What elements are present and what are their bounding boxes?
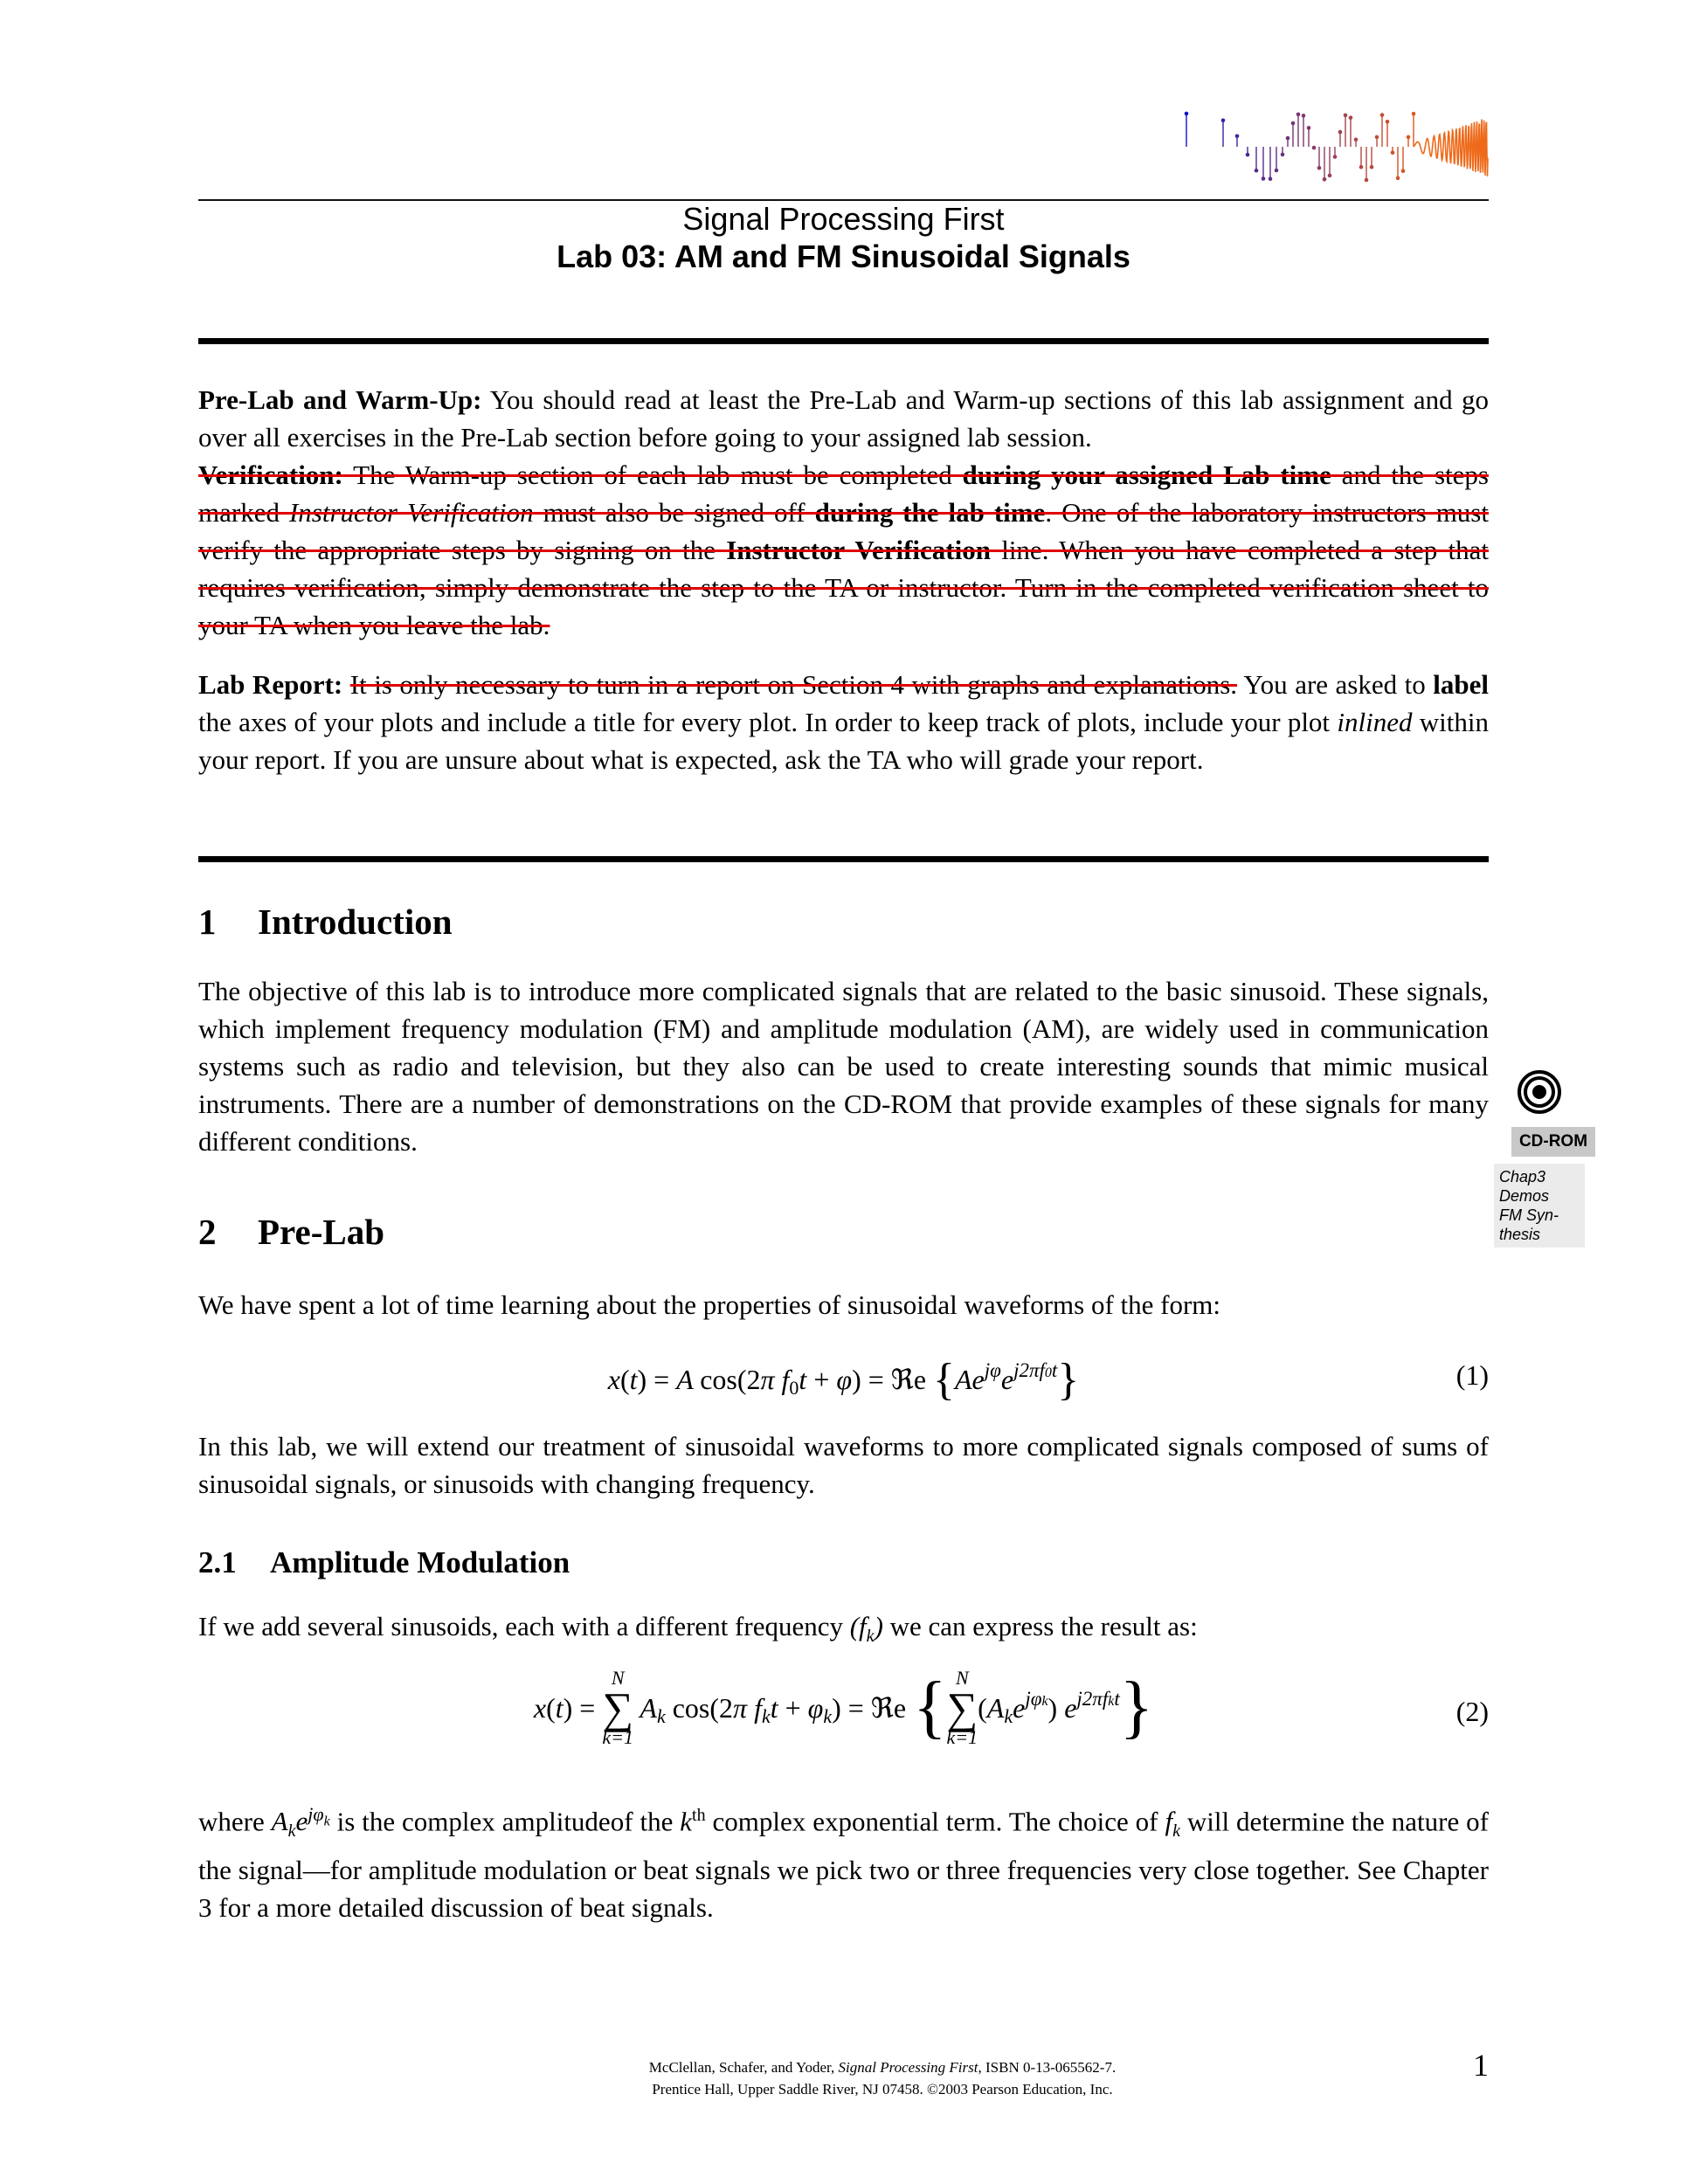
complex-amplitude-paragraph: where $A_ke^{j\varphi_k}$ is the complex amplitudeof the $k^{th}$ complex exponential term. The choice of $f_k$ will determine the nature of the signal—for amplitude modulation or beat signals we pick two or three frequencies very close together. See Chapter 3 for a more detailed discussion of beat signals.	[198, 1803, 1489, 1923]
subsection-title: Amplitude Modulation	[270, 1545, 570, 1579]
footer-publisher: Prentice Hall, Upper Saddle River, NJ 07458. ©2003 Pearson Education, Inc.	[652, 2081, 1113, 2098]
section-number: 1	[198, 902, 217, 942]
lab-report-label: Lab Report:	[198, 669, 343, 700]
verification-text: must also be signed off	[533, 497, 815, 528]
text: If we add several sinusoids, each with a different frequency	[198, 1611, 850, 1641]
section-title: Pre-Lab	[258, 1212, 385, 1252]
verification-bold: Instructor Verification	[726, 535, 991, 565]
section-number: 2	[198, 1212, 217, 1252]
text: will determine the nature of the signal—for amplitude modulation or beat signals we pick two or three frequencies very close together. See Chapter 3 for a more detailed discussion of beat signals.	[198, 1806, 1489, 1923]
lab-report-note	[198, 666, 1489, 778]
section-heading-introduction	[198, 900, 453, 943]
equation-1-number: (1)	[1455, 1359, 1489, 1391]
title-rule	[198, 338, 1489, 344]
verification-text: . One of the laboratory instructors must verify the appropriate steps by signing on the	[198, 497, 1489, 565]
prelab-text: You should read at least the Pre-Lab and Warm-up sections of this lab assignment and go over all exercises in the Pre-Lab section before going to your assigned lab session.	[198, 384, 1489, 453]
footer-authors: McClellan, Schafer, and Yoder,	[648, 2059, 839, 2076]
subsection-number: 2.1	[198, 1545, 237, 1579]
sum-intro-paragraph: If we add several sinusoids, each with a different frequency $(f_k)$ we can express the result as:	[198, 1611, 1198, 1647]
footer-citation	[577, 2057, 1188, 2078]
book-title: Signal Processing First	[682, 201, 1005, 237]
note-line: Demos	[1499, 1187, 1550, 1205]
cd-rom-label: CD-ROM	[1511, 1127, 1595, 1157]
section-title: Introduction	[258, 902, 453, 942]
footer-book-title: Signal Processing First	[838, 2059, 978, 2076]
equation-2-number: (2)	[1455, 1696, 1489, 1727]
lab-report-text: within your report. If you are unsure about what is expected, ask the TA who will grade your report.	[198, 707, 1489, 775]
verification-bold: during the lab time	[814, 497, 1046, 528]
lab-report-text: You are asked to	[1237, 669, 1434, 700]
prelab-label: Pre-Lab and Warm-Up:	[198, 384, 482, 415]
equation-1	[198, 1345, 1489, 1406]
verification-text: and the steps marked	[198, 460, 1489, 528]
cd-rom-demo-note	[1494, 1164, 1585, 1248]
sum-lower-limit: k=1	[602, 1725, 633, 1748]
verification-note	[198, 456, 1489, 644]
extend-paragraph: In this lab, we will extend our treatment of sinusoidal waveforms to more complicated signals composed of sums of sinusoidal signals, or sinusoids with changing frequency.	[198, 1431, 1489, 1499]
note-line: FM Syn-	[1499, 1206, 1559, 1224]
lab-report-struck-text: It is only necessary to turn in a report on Section 4 with graphs and explanations.	[349, 669, 1238, 700]
sum-upper-limit: N	[611, 1666, 625, 1689]
lab-title: Lab 03: AM and FM Sinusoidal Signals	[557, 238, 1130, 274]
section-rule	[198, 856, 1489, 862]
note-line: thesis	[1499, 1226, 1541, 1243]
text: is the complex amplitudeof the	[329, 1806, 681, 1837]
cd-disc-icon	[1518, 1070, 1561, 1114]
verification-label: Verification:	[198, 460, 343, 490]
footer-isbn: , ISBN 0-13-065562-7.	[978, 2059, 1117, 2076]
note-line: Chap3	[1499, 1168, 1546, 1185]
prelab-paragraph: We have spent a lot of time learning about the properties of sinusoidal waveforms of the form:	[198, 1289, 1221, 1320]
equation-2	[198, 1664, 1489, 1760]
verification-text: The Warm-up section of each lab must be completed	[342, 460, 963, 490]
text: we can express the result as:	[882, 1611, 1198, 1641]
text: complex exponential term. The choice of	[705, 1806, 1165, 1837]
lab-report-text: the axes of your plots and include a title for every plot. In order to keep track of plots, include your plot	[198, 707, 1338, 737]
verification-text: line. When you have completed a step that requires verification, simply demonstrate the step to the TA or instructor. Turn in the completed verification sheet to your TA when you leave the lab.	[198, 535, 1489, 640]
verification-italic: Instructor Verification	[288, 497, 534, 528]
introduction-paragraph: The objective of this lab is to introduce more complicated signals that are related to the basic sinusoid. These signals, which implement frequency modulation (FM) and amplitude modulation (AM), are widely used in communication systems such as radio and television, but they also can be used to create interesting sounds that mimic musical instruments. There are a number of demonstrations on the CD-ROM that provide examples of these signals for many different conditions.	[198, 976, 1489, 1157]
page-number: 1	[1473, 2048, 1489, 2083]
prelab-note	[198, 381, 1489, 456]
verification-bold: during your assigned Lab time	[962, 460, 1331, 490]
section-heading-prelab	[198, 1210, 384, 1254]
subsection-heading-am	[198, 1544, 570, 1582]
equation-1-body: x(t) = A cos(2π f0t + φ) = ℜe $\{Ae^{j\varphi}e^{j2\pi f0t}\}$	[607, 1355, 1080, 1405]
equation-2-body: x(t) = N ∑ k=1 Ak cos(2π fkt + φk) = ℜe { N ∑ k=1 (Ake$^{j\varphi k}$) $e^{j2\pi fkt}$}	[533, 1666, 1154, 1748]
stem-plot-logo-icon	[1151, 96, 1492, 183]
lab-report-italic: inlined	[1337, 707, 1413, 737]
lab-report-bold: label	[1433, 669, 1490, 700]
text: where	[198, 1806, 272, 1837]
